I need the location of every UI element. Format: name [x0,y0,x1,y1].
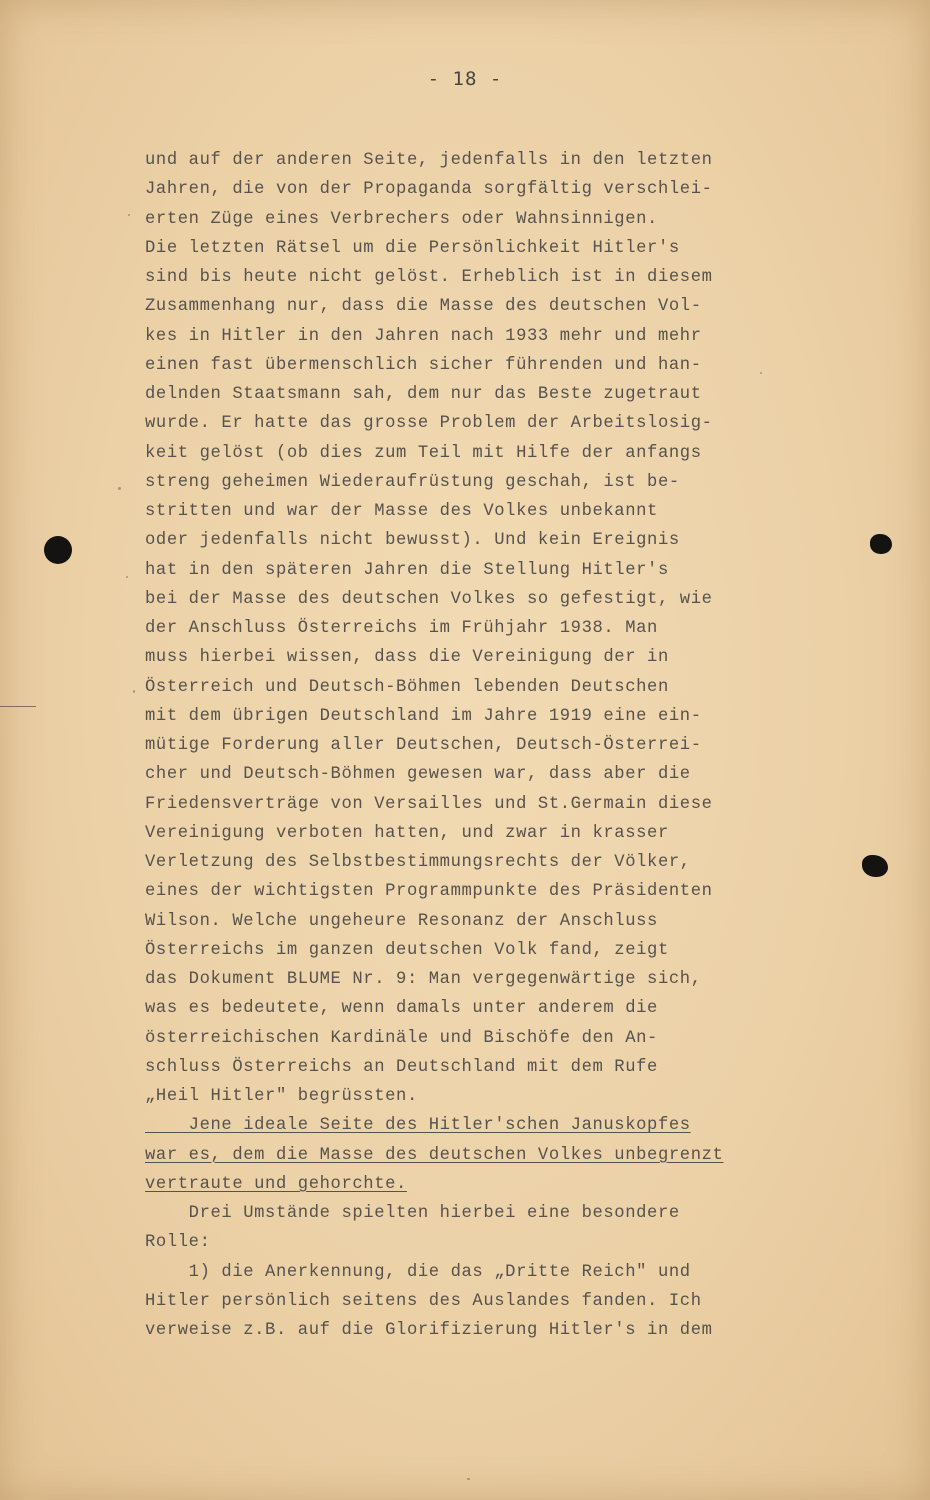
punch-hole-right-bottom [862,855,888,877]
paper-speck [118,487,121,490]
text-line [145,1287,785,1316]
text-line-content: und auf der anderen Seite, jedenfalls in den letzten [145,151,713,170]
text-line [145,643,785,672]
text-line [145,994,785,1023]
text-line-content: Wilson. Welche ungeheure Resonanz der Anschluss [145,911,658,931]
text-line-content: bei der Masse des deutschen Volkes so gefestigt, wie [145,589,713,609]
text-line-content: sind bis heute nicht gelöst. Erheblich ist in diesem [145,268,713,287]
text-line [145,848,785,877]
text-line [145,1258,785,1287]
text-line [145,439,785,468]
text-line-content: Verletzung des Selbstbestimmungsrechts der Völker, [145,853,691,872]
fold-mark-left-edge [0,706,36,707]
paper-speck [126,576,128,578]
text-line-content: vertraute und gehorchte. [145,1174,407,1194]
text-line-content: was es bedeutete, wenn damals unter anderem die [145,999,658,1019]
text-line-content: 1) die Anerkennung, die das „Dritte Reich" und [145,1262,691,1282]
text-line-content: keit gelöst (ob dies zum Teil mit Hilfe der anfangs [145,443,702,463]
text-line [145,760,785,789]
typewritten-body-text [145,146,785,1345]
text-line [145,468,785,497]
text-line-content: Hitler persönlich seitens des Auslandes fanden. Ich [145,1291,702,1311]
text-line [145,409,785,438]
text-line-content: Österreichs im ganzen deutschen Volk fand, zeigt [145,940,669,960]
text-line [145,585,785,614]
text-line [145,1082,785,1111]
text-line-content: verweise z.B. auf die Glorifizierung Hitler's in dem [145,1321,713,1340]
text-line-content: Jahren, die von der Propaganda sorgfältig verschlei- [145,180,713,200]
text-line [145,526,785,555]
text-line-content: hat in den späteren Jahren die Stellung Hitler's [145,560,669,580]
text-line [145,1228,785,1257]
text-line [145,1316,785,1345]
text-line-content: das Dokument BLUME Nr. 9: Man vergegenwärtige sich, [145,970,702,989]
text-line [145,907,785,936]
text-line [145,380,785,409]
text-line-content: Rolle: [145,1233,211,1253]
text-line [145,497,785,526]
text-line [145,877,785,906]
paper-speck [760,372,762,374]
text-line-content: mütige Forderung aller Deutschen, Deutsch-Österrei- [145,736,702,755]
text-line-content: „Heil Hitler" begrüssten. [145,1087,418,1106]
text-line [145,1111,785,1140]
text-line [145,702,785,731]
text-line-content: Österreich und Deutsch-Böhmen lebenden Deutschen [145,677,669,697]
text-line [145,205,785,234]
text-line-content: eines der wichtigsten Programmpunkte des Präsidenten [145,882,713,902]
text-line-content: wurde. Er hatte das grosse Problem der Arbeitslosig- [145,414,713,434]
text-line [145,351,785,380]
text-line [145,819,785,848]
text-line-content: Vereinigung verboten hatten, und zwar in krasser [145,823,669,843]
text-line-content: Jene ideale Seite des Hitler'schen Januskopfes [145,1116,691,1136]
text-line-content: war es, dem die Masse des deutschen Volkes unbegrenzt [145,1145,724,1165]
text-line-content: Drei Umstände spielten hierbei eine besondere [145,1204,680,1223]
text-line [145,322,785,351]
text-line-content: kes in Hitler in den Jahren nach 1933 mehr und mehr [145,326,702,346]
text-line [145,936,785,965]
text-line-content: mit dem übrigen Deutschland im Jahre 1919 eine ein- [145,706,702,726]
punch-hole-right-top [870,534,892,554]
text-line [145,965,785,994]
text-line [145,234,785,263]
text-line-content: stritten und war der Masse des Volkes unbekannt [145,502,658,521]
paper-speck [467,1478,470,1480]
paper-speck [128,214,130,216]
text-line [145,1170,785,1199]
paper-speck [133,690,135,693]
text-line-content: oder jedenfalls nicht bewusst). Und kein Ereignis [145,531,680,551]
text-line [145,1053,785,1082]
text-line [145,292,785,321]
text-line-content: Friedensverträge von Versailles und St.Germain diese [145,794,713,814]
text-line-content: österreichischen Kardinäle und Bischöfe den An- [145,1028,658,1048]
text-line [145,556,785,585]
text-line [145,731,785,760]
text-line-content: Zusammenhang nur, dass die Masse des deutschen Vol- [145,297,702,317]
text-line-content: schluss Österreichs an Deutschland mit dem Rufe [145,1057,658,1077]
text-line [145,1141,785,1170]
text-line-content: einen fast übermenschlich sicher führenden und han- [145,355,702,375]
page-number: - 18 - [427,68,503,90]
text-line [145,263,785,292]
text-line [145,175,785,204]
text-line [145,146,785,175]
text-line-content: muss hierbei wissen, dass die Vereinigung der in [145,648,669,668]
text-line [145,614,785,643]
text-line-content: der Anschluss Österreichs im Frühjahr 1938. Man [145,619,658,638]
text-line [145,673,785,702]
text-line-content: erten Züge eines Verbrechers oder Wahnsinnigen. [145,209,658,229]
text-line [145,790,785,819]
text-line-content: Die letzten Rätsel um die Persönlichkeit Hitler's [145,238,680,258]
text-line-content: cher und Deutsch-Böhmen gewesen war, dass aber die [145,765,691,785]
text-line-content: delnden Staatsmann sah, dem nur das Beste zugetraut [145,385,702,404]
text-line [145,1024,785,1053]
punch-hole-left [44,536,72,564]
text-line [145,1199,785,1228]
text-line-content: streng geheimen Wiederaufrüstung geschah, ist be- [145,472,680,492]
